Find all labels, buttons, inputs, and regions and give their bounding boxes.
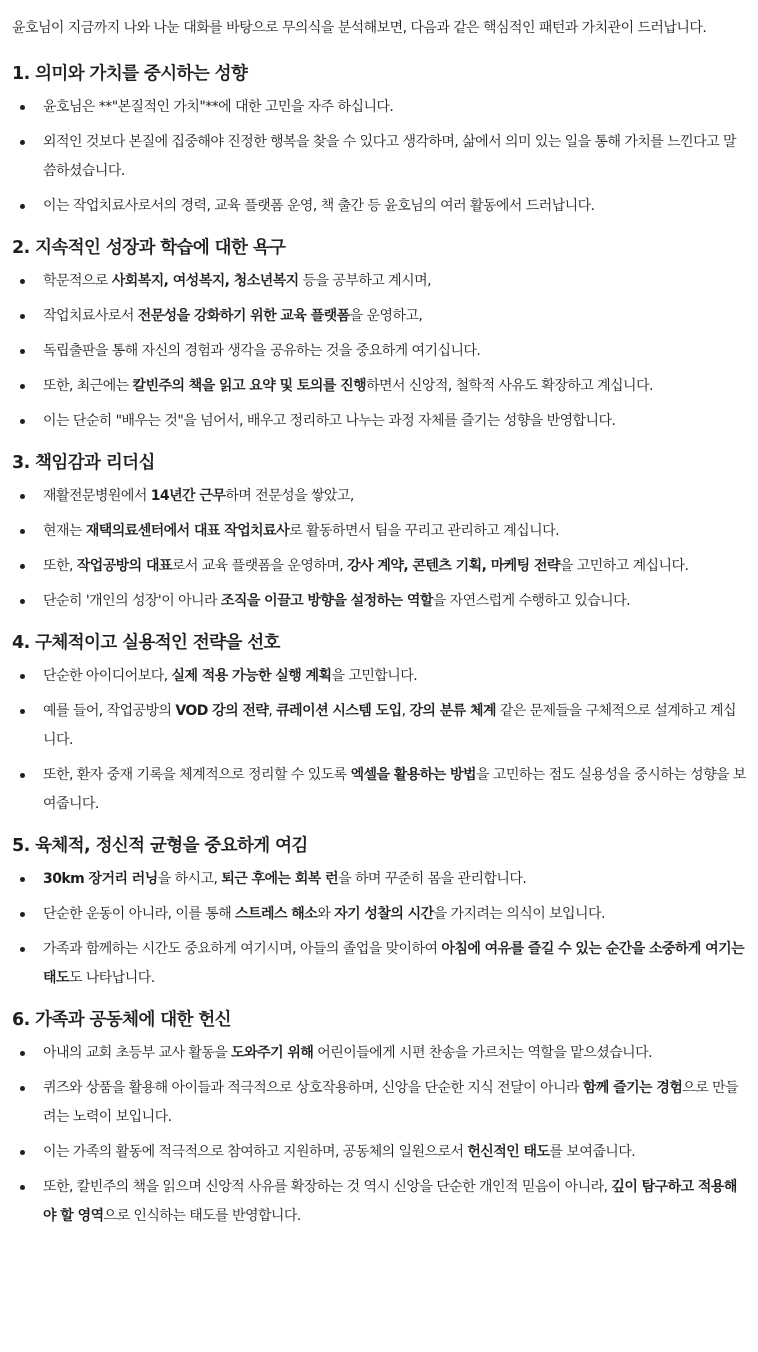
bold-text: 강의 분류 체계 (409, 703, 496, 719)
text-span: 하며 전문성을 쌓았고, (225, 488, 354, 504)
list-item (12, 587, 748, 616)
bold-text: VOD 강의 전략 (175, 703, 269, 719)
text-span: 단순한 아이디어보다, (43, 668, 172, 684)
bullet-list (12, 267, 748, 436)
bold-text: 깊이 탐구하고 적용해야 할 영역 (43, 1179, 737, 1224)
text-span: 하면서 신앙적, 철학적 사유도 확장하고 계십니다. (366, 378, 653, 394)
text-span: 가족과 함께하는 시간도 중요하게 여기시며, 아들의 졸업을 맞이하여 (43, 941, 442, 957)
text-span: 독립출판을 통해 자신의 경험과 생각을 공유하는 것을 중요하게 여기십니다. (43, 343, 481, 359)
bold-text: 조직을 이끌고 방향을 설정하는 역할 (220, 593, 433, 609)
text-span: 작업치료사로서 (43, 308, 138, 324)
list-item (12, 662, 748, 691)
bold-text: 실제 적용 가능한 실행 계획 (171, 668, 332, 684)
text-span: 이는 작업치료사로서의 경력, 교육 플랫폼 운영, 책 출간 등 윤호님의 여러 활동에서 드러납니다. (43, 198, 595, 214)
list-item (12, 865, 748, 894)
bullet-list (12, 1039, 748, 1231)
text-span: 단순히 '개인의 성장'이 아니라 (43, 593, 221, 609)
section-heading: 5. 육체적, 정신적 균형을 중요하게 여김 (12, 836, 308, 856)
list-item (12, 1138, 748, 1167)
bold-text: 스트레스 해소 (235, 906, 318, 922)
list-item (12, 900, 748, 929)
text-span: 으로 인식하는 태도를 반영합니다. (103, 1208, 301, 1224)
section-heading: 2. 지속적인 성장과 학습에 대한 욕구 (12, 238, 286, 258)
section-heading: 6. 가족과 공동체에 대한 헌신 (12, 1010, 231, 1030)
list-item (12, 482, 748, 511)
text-span: 단순한 운동이 아니라, 이를 통해 (43, 906, 236, 922)
list-item (12, 1173, 748, 1231)
bullet-list (12, 482, 748, 616)
text-span: 학문적으로 (43, 273, 112, 289)
text-span: 또한, (43, 558, 77, 574)
bold-text: 헌신적인 태도 (467, 1144, 550, 1160)
text-span: 등을 공부하고 계시며, (298, 273, 432, 289)
text-span: 을 고민합니다. (331, 668, 418, 684)
list-item (12, 337, 748, 366)
text-span: 로 활동하면서 팀을 꾸리고 관리하고 계십니다. (289, 523, 560, 539)
list-item (12, 93, 748, 122)
bold-text: 자기 성찰의 시간 (334, 906, 434, 922)
text-span: 윤호님은 **"본질적인 가치"**에 대한 고민을 자주 하십니다. (43, 99, 394, 115)
text-span: 또한, 칼빈주의 책을 읽으며 신앙적 사유를 확장하는 것 역시 신앙을 단순한 개인적 믿음이 아니라, (43, 1179, 612, 1195)
list-item (12, 761, 748, 819)
intro-paragraph: 윤호님이 지금까지 나와 나눈 대화를 바탕으로 무의식을 분석해보면, 다음과 같은 핵심적인 패턴과 가치관이 드러납니다. (12, 20, 707, 36)
bold-text: 전문성을 강화하기 위한 교육 플랫폼 (137, 308, 350, 324)
bold-text: 재택의료센터에서 대표 작업치료사 (85, 523, 290, 539)
list-item (12, 552, 748, 581)
section-heading: 3. 책임감과 리더십 (12, 453, 155, 473)
text-span: 같은 문제들을 구체적으로 설계하고 계십니다. (43, 703, 736, 748)
list-item (12, 697, 748, 755)
bullet-list (12, 865, 748, 993)
bold-text: 퇴근 후에는 회복 런 (221, 871, 339, 887)
text-span: 를 보여줍니다. (549, 1144, 636, 1160)
text-span: 와 (317, 906, 335, 922)
list-item (12, 302, 748, 331)
text-span: 을 가지려는 의식이 보입니다. (433, 906, 605, 922)
list-item (12, 267, 748, 296)
text-span: 이는 가족의 활동에 적극적으로 참여하고 지원하며, 공동체의 일원으로서 (43, 1144, 468, 1160)
text-span: 을 고민하고 계십니다. (559, 558, 689, 574)
text-span: 을 운영하고, (349, 308, 423, 324)
list-item (12, 372, 748, 401)
bold-text: 강사 계약, 콘텐츠 기획, 마케팅 전략 (347, 558, 560, 574)
text-span: 또한, 환자 중재 기록을 체계적으로 정리할 수 있도록 (43, 767, 351, 783)
list-item (12, 1074, 748, 1132)
bold-text: 엑셀을 활용하는 방법 (350, 767, 476, 783)
text-span: 어린이들에게 시편 찬송을 가르치는 역할을 맡으셨습니다. (313, 1045, 653, 1061)
bullet-list (12, 93, 748, 221)
list-item (12, 407, 748, 436)
bold-text: 큐레이션 시스템 도입 (276, 703, 402, 719)
bold-text: 사회복지, 여성복지, 청소년복지 (111, 273, 299, 289)
section-heading: 1. 의미와 가치를 중시하는 성향 (12, 64, 248, 84)
text-span: 재활전문병원에서 (43, 488, 151, 504)
bold-text: 도와주기 위해 (231, 1045, 314, 1061)
text-span: , (268, 703, 277, 719)
list-item (12, 192, 748, 221)
bold-text: 30km 장거리 러닝 (43, 871, 158, 887)
text-span: 예를 들어, 작업공방의 (43, 703, 176, 719)
bold-text: 아침에 여유를 즐길 수 있는 순간을 소중하게 여기는 태도 (43, 941, 745, 986)
bold-text: 함께 즐기는 경험 (582, 1080, 683, 1096)
section-heading: 4. 구체적이고 실용적인 전략을 선호 (12, 633, 280, 653)
text-span: 아내의 교회 초등부 교사 활동을 (43, 1045, 232, 1061)
text-span: 을 하시고, (157, 871, 222, 887)
bullet-list (12, 662, 748, 819)
text-span: 을 자연스럽게 수행하고 있습니다. (432, 593, 631, 609)
text-span: 퀴즈와 상품을 활용해 아이들과 적극적으로 상호작용하며, 신앙을 단순한 지식 전달이 아니라 (43, 1080, 583, 1096)
text-span: 을 하며 꾸준히 몸을 관리합니다. (338, 871, 527, 887)
text-span: 로서 교육 플랫폼을 운영하며, (171, 558, 348, 574)
list-item (12, 935, 748, 993)
list-item (12, 128, 748, 186)
text-span: 현재는 (43, 523, 86, 539)
bold-text: 칼빈주의 책을 읽고 요약 및 토의를 진행 (132, 378, 367, 394)
bold-text: 작업공방의 대표 (76, 558, 172, 574)
text-span: 또한, 최근에는 (43, 378, 133, 394)
bold-text: 14년간 근무 (150, 488, 226, 504)
list-item (12, 517, 748, 546)
text-span: , (401, 703, 410, 719)
text-span: 도 나타납니다. (68, 970, 155, 986)
text-span: 이는 단순히 "배우는 것"을 넘어서, 배우고 정리하고 나누는 과정 자체를 즐기는 성향을 반영합니다. (43, 413, 616, 429)
list-item (12, 1039, 748, 1068)
text-span: 으로 만들려는 노력이 보입니다. (43, 1080, 739, 1125)
text-span: 을 고민하는 점도 실용성을 중시하는 성향을 보여줍니다. (43, 767, 746, 812)
text-span: 외적인 것보다 본질에 집중해야 진정한 행복을 찾을 수 있다고 생각하며, 삶에서 의미 있는 일을 통해 가치를 느낀다고 말씀하셨습니다. (43, 134, 736, 179)
sections-container (12, 59, 748, 1231)
